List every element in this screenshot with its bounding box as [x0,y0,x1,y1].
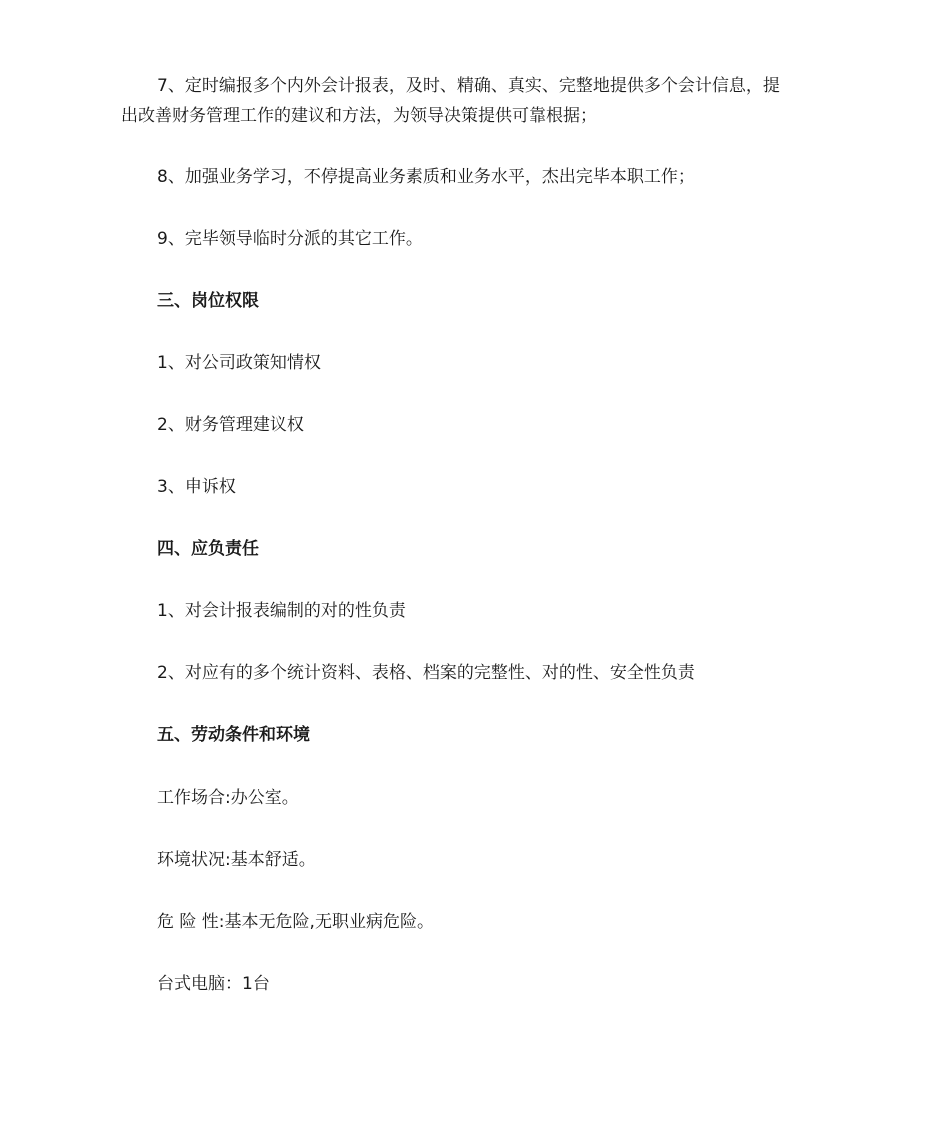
section-5-heading: 五、劳动条件和环境 [157,725,310,745]
item-8: 8、加强业务学习，不停提高业务素质和业务水平，杰出完毕本职工作； [157,167,695,187]
section-4-item: 2、对应有的多个统计资料、表格、档案的完整性、对的性、安全性负责 [157,663,695,683]
item-7-line-1: 7、定时编报多个内外会计报表，及时、精确、真实、完整地提供多个会计信息，提 [157,76,780,96]
section-3-item: 2、财务管理建议权 [157,415,304,435]
section-5-item: 环境状况:基本舒适。 [157,850,316,870]
item-9: 9、完毕领导临时分派的其它工作。 [157,229,423,249]
section-5-item: 危 险 性:基本无危险,无职业病危险。 [157,912,434,932]
section-5-item: 台式电脑：1台 [157,974,270,994]
section-4-item: 1、对会计报表编制的对的性负责 [157,601,406,621]
section-5-item: 工作场合:办公室。 [157,788,299,808]
item-7-line-2: 出改善财务管理工作的建议和方法，为领导决策提供可靠根据； [121,106,597,126]
section-4-heading: 四、应负责任 [157,539,259,559]
section-3-item: 1、对公司政策知情权 [157,353,321,373]
section-3-item: 3、申诉权 [157,477,236,497]
section-3-heading: 三、岗位权限 [157,291,259,311]
